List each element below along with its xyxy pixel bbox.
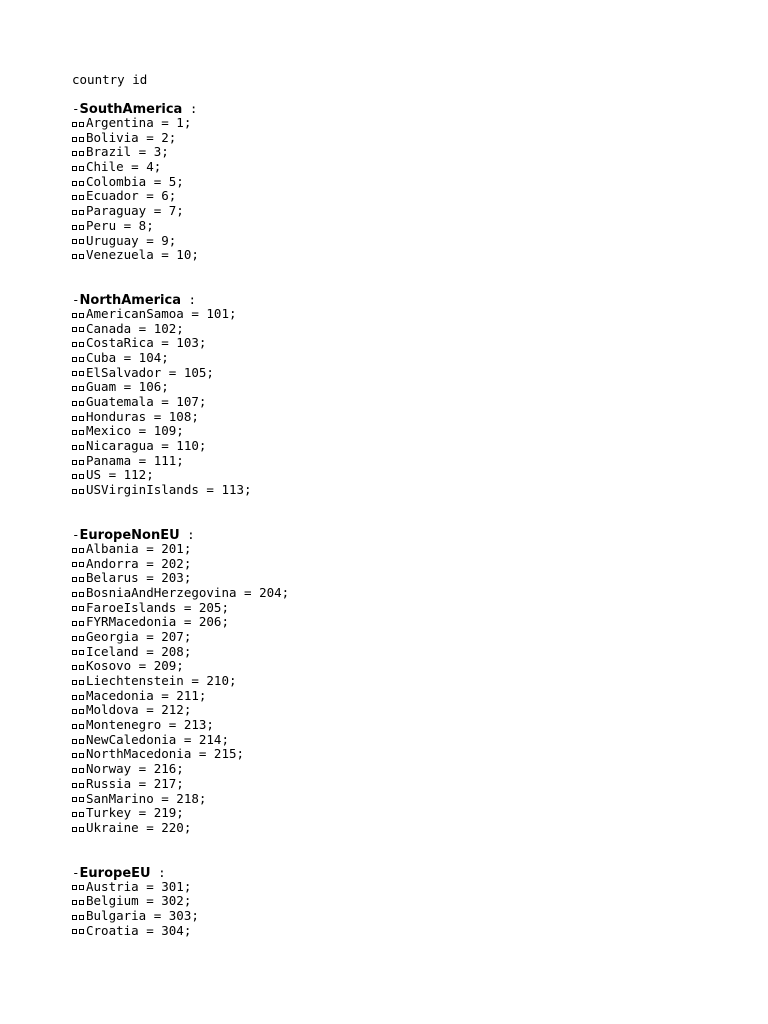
document-title: country id bbox=[72, 72, 148, 87]
entry-text: Brazil = 3; bbox=[86, 144, 169, 160]
indent-glyph-icon bbox=[72, 444, 86, 449]
missing-glyph-box-icon bbox=[79, 915, 84, 920]
list-item bbox=[72, 424, 752, 439]
indent-glyph-icon bbox=[72, 605, 86, 610]
list-item bbox=[72, 366, 752, 381]
missing-glyph-box-icon bbox=[79, 724, 84, 729]
missing-glyph-box-icon bbox=[79, 885, 84, 890]
indent-glyph-icon bbox=[72, 488, 86, 493]
missing-glyph-box-icon bbox=[72, 636, 77, 641]
indent-glyph-icon bbox=[72, 738, 86, 743]
indent-glyph-icon bbox=[72, 459, 86, 464]
missing-glyph-box-icon bbox=[79, 122, 84, 127]
missing-glyph-box-icon bbox=[79, 137, 84, 142]
missing-glyph-box-icon bbox=[72, 695, 77, 700]
missing-glyph-box-icon bbox=[72, 812, 77, 817]
sections-container bbox=[72, 101, 752, 938]
missing-glyph-box-icon bbox=[72, 327, 77, 332]
section-europenoneu bbox=[72, 527, 752, 836]
missing-glyph-box-icon bbox=[72, 239, 77, 244]
indent-glyph-icon bbox=[72, 370, 86, 375]
missing-glyph-box-icon bbox=[79, 195, 84, 200]
indent-glyph-icon bbox=[72, 312, 86, 317]
entry-text: FYRMacedonia = 206; bbox=[86, 614, 229, 630]
entry-text: Canada = 102; bbox=[86, 320, 184, 336]
missing-glyph-box-icon bbox=[72, 768, 77, 773]
missing-glyph-box-icon bbox=[79, 460, 84, 465]
entry-text: Georgia = 207; bbox=[86, 628, 192, 644]
indent-glyph-icon bbox=[72, 767, 86, 772]
entry-text: Liechtenstein = 210; bbox=[86, 673, 237, 688]
entry-text: US = 112; bbox=[86, 467, 154, 483]
missing-glyph-box-icon bbox=[72, 606, 77, 611]
missing-glyph-box-icon bbox=[72, 181, 77, 186]
list-item bbox=[72, 777, 752, 792]
indent-glyph-icon bbox=[72, 253, 86, 258]
list-item bbox=[72, 219, 752, 234]
missing-glyph-box-icon bbox=[72, 548, 77, 553]
entry-text: Belarus = 203; bbox=[86, 570, 192, 586]
list-item bbox=[72, 380, 752, 395]
missing-glyph-box-icon bbox=[79, 225, 84, 230]
section-name: NorthAmerica bbox=[79, 292, 181, 308]
entry-text: Guatemala = 107; bbox=[86, 394, 207, 409]
indent-glyph-icon bbox=[72, 752, 86, 757]
missing-glyph-box-icon bbox=[72, 210, 77, 215]
indent-glyph-icon bbox=[72, 723, 86, 728]
entry-text: Nicaragua = 110; bbox=[86, 438, 207, 454]
indent-glyph-icon bbox=[72, 694, 86, 699]
list-item bbox=[72, 601, 752, 616]
indent-glyph-icon bbox=[72, 121, 86, 126]
entry-list bbox=[72, 307, 752, 498]
missing-glyph-box-icon bbox=[72, 386, 77, 391]
entry-text: Panama = 111; bbox=[86, 452, 184, 468]
entry-text: Colombia = 5; bbox=[86, 173, 184, 189]
missing-glyph-box-icon bbox=[79, 430, 84, 435]
list-item bbox=[72, 821, 752, 836]
list-item bbox=[72, 645, 752, 660]
entry-text: Uruguay = 9; bbox=[86, 232, 177, 248]
missing-glyph-box-icon bbox=[72, 489, 77, 494]
list-item bbox=[72, 351, 752, 366]
missing-glyph-box-icon bbox=[72, 342, 77, 347]
section-dash: - bbox=[72, 291, 80, 307]
entry-text: BosniaAndHerzegovina = 204; bbox=[86, 584, 290, 600]
missing-glyph-box-icon bbox=[72, 592, 77, 597]
list-item bbox=[72, 307, 752, 322]
missing-glyph-box-icon bbox=[72, 445, 77, 450]
missing-glyph-box-icon bbox=[79, 401, 84, 406]
indent-glyph-icon bbox=[72, 194, 86, 199]
missing-glyph-box-icon bbox=[79, 254, 84, 259]
entry-text: Honduras = 108; bbox=[86, 408, 199, 424]
missing-glyph-box-icon bbox=[79, 562, 84, 567]
missing-glyph-box-icon bbox=[72, 753, 77, 758]
missing-glyph-box-icon bbox=[72, 313, 77, 318]
missing-glyph-box-icon bbox=[72, 577, 77, 582]
indent-glyph-icon bbox=[72, 180, 86, 185]
missing-glyph-box-icon bbox=[72, 137, 77, 142]
entry-text: Bulgaria = 303; bbox=[86, 907, 199, 923]
list-item bbox=[72, 924, 752, 939]
indent-glyph-icon bbox=[72, 326, 86, 331]
entry-text: USVirginIslands = 113; bbox=[86, 482, 252, 498]
list-item bbox=[72, 439, 752, 454]
entry-list bbox=[72, 542, 752, 836]
list-item bbox=[72, 483, 752, 498]
entry-text: Ukraine = 220; bbox=[86, 819, 192, 835]
missing-glyph-box-icon bbox=[79, 181, 84, 186]
missing-glyph-box-icon bbox=[79, 489, 84, 494]
indent-glyph-icon bbox=[72, 150, 86, 155]
missing-glyph-box-icon bbox=[79, 783, 84, 788]
missing-glyph-box-icon bbox=[72, 650, 77, 655]
missing-glyph-box-icon bbox=[72, 151, 77, 156]
list-item bbox=[72, 615, 752, 630]
indent-glyph-icon bbox=[72, 429, 86, 434]
list-item bbox=[72, 689, 752, 704]
entry-text: NorthMacedonia = 215; bbox=[86, 746, 245, 762]
list-item bbox=[72, 336, 752, 351]
missing-glyph-box-icon bbox=[79, 650, 84, 655]
entry-text: SanMarino = 218; bbox=[86, 790, 207, 806]
section-colon: : bbox=[150, 864, 166, 880]
section-europeeu bbox=[72, 865, 752, 939]
missing-glyph-box-icon bbox=[79, 606, 84, 611]
indent-glyph-icon bbox=[72, 209, 86, 214]
entry-text: Montenegro = 213; bbox=[86, 717, 214, 733]
missing-glyph-box-icon bbox=[79, 827, 84, 832]
missing-glyph-box-icon bbox=[79, 768, 84, 773]
entry-text: Andorra = 202; bbox=[86, 555, 192, 571]
entry-text: Venezuela = 10; bbox=[86, 247, 199, 263]
entry-text: Turkey = 219; bbox=[86, 805, 184, 821]
missing-glyph-box-icon bbox=[79, 342, 84, 347]
entry-text: Albania = 201; bbox=[86, 540, 192, 556]
missing-glyph-box-icon bbox=[72, 460, 77, 465]
entry-text: Croatia = 304; bbox=[86, 922, 192, 938]
list-item bbox=[72, 762, 752, 777]
missing-glyph-box-icon bbox=[79, 210, 84, 215]
missing-glyph-box-icon bbox=[72, 739, 77, 744]
missing-glyph-box-icon bbox=[79, 313, 84, 318]
document-page bbox=[72, 72, 752, 967]
entry-text: NewCaledonia = 214; bbox=[86, 731, 229, 747]
indent-glyph-icon bbox=[72, 928, 86, 933]
missing-glyph-box-icon bbox=[72, 166, 77, 171]
indent-glyph-icon bbox=[72, 708, 86, 713]
missing-glyph-box-icon bbox=[79, 166, 84, 171]
list-item bbox=[72, 234, 752, 249]
entry-text: Chile = 4; bbox=[86, 159, 162, 175]
missing-glyph-box-icon bbox=[79, 592, 84, 597]
entry-text: FaroeIslands = 205; bbox=[86, 599, 229, 615]
entry-text: Kosovo = 209; bbox=[86, 658, 184, 674]
list-item bbox=[72, 718, 752, 733]
list-item bbox=[72, 733, 752, 748]
list-item bbox=[72, 175, 752, 190]
missing-glyph-box-icon bbox=[72, 783, 77, 788]
missing-glyph-box-icon bbox=[79, 386, 84, 391]
missing-glyph-box-icon bbox=[72, 621, 77, 626]
indent-glyph-icon bbox=[72, 620, 86, 625]
section-colon: : bbox=[182, 101, 198, 116]
entry-text: Macedonia = 211; bbox=[86, 687, 207, 703]
indent-glyph-icon bbox=[72, 165, 86, 170]
section-dash: - bbox=[72, 101, 80, 116]
list-item bbox=[72, 322, 752, 337]
list-item bbox=[72, 116, 752, 131]
missing-glyph-box-icon bbox=[79, 416, 84, 421]
section-header bbox=[72, 527, 752, 542]
missing-glyph-box-icon bbox=[79, 739, 84, 744]
entry-text: Paraguay = 7; bbox=[86, 203, 184, 219]
entry-text: Moldova = 212; bbox=[86, 702, 192, 718]
section-colon: : bbox=[181, 291, 197, 307]
missing-glyph-box-icon bbox=[72, 724, 77, 729]
entry-text: Russia = 217; bbox=[86, 775, 184, 791]
section-southamerica bbox=[72, 101, 752, 263]
missing-glyph-box-icon bbox=[79, 371, 84, 376]
missing-glyph-box-icon bbox=[72, 665, 77, 670]
entry-text: Austria = 301; bbox=[86, 878, 192, 894]
entry-text: Argentina = 1; bbox=[86, 115, 192, 130]
missing-glyph-box-icon bbox=[79, 929, 84, 934]
missing-glyph-box-icon bbox=[79, 636, 84, 641]
missing-glyph-box-icon bbox=[72, 195, 77, 200]
missing-glyph-box-icon bbox=[72, 371, 77, 376]
section-name: SouthAmerica bbox=[79, 102, 183, 117]
entry-text: Ecuador = 6; bbox=[86, 188, 177, 204]
indent-glyph-icon bbox=[72, 238, 86, 243]
list-item bbox=[72, 792, 752, 807]
indent-glyph-icon bbox=[72, 356, 86, 361]
indent-glyph-icon bbox=[72, 782, 86, 787]
section-colon: : bbox=[179, 526, 195, 542]
missing-glyph-box-icon bbox=[72, 122, 77, 127]
missing-glyph-box-icon bbox=[72, 474, 77, 479]
missing-glyph-box-icon bbox=[79, 548, 84, 553]
entry-text: Cuba = 104; bbox=[86, 349, 169, 365]
indent-glyph-icon bbox=[72, 415, 86, 420]
missing-glyph-box-icon bbox=[72, 709, 77, 714]
indent-glyph-icon bbox=[72, 664, 86, 669]
missing-glyph-box-icon bbox=[72, 562, 77, 567]
entry-text: Norway = 216; bbox=[86, 761, 184, 777]
indent-glyph-icon bbox=[72, 341, 86, 346]
list-item bbox=[72, 659, 752, 674]
missing-glyph-box-icon bbox=[79, 797, 84, 802]
list-item bbox=[72, 248, 752, 263]
list-item bbox=[72, 806, 752, 821]
indent-glyph-icon bbox=[72, 591, 86, 596]
list-item bbox=[72, 571, 752, 586]
list-item bbox=[72, 880, 752, 895]
list-item bbox=[72, 410, 752, 425]
missing-glyph-box-icon bbox=[72, 915, 77, 920]
missing-glyph-box-icon bbox=[79, 357, 84, 362]
section-dash: - bbox=[72, 526, 80, 542]
entry-text: Bolivia = 2; bbox=[86, 129, 177, 145]
entry-text: Iceland = 208; bbox=[86, 643, 192, 659]
list-item bbox=[72, 189, 752, 204]
missing-glyph-box-icon bbox=[79, 577, 84, 582]
missing-glyph-box-icon bbox=[72, 680, 77, 685]
entry-list bbox=[72, 116, 752, 263]
section-dash: - bbox=[72, 864, 80, 880]
entry-text: Belgium = 302; bbox=[86, 893, 192, 909]
list-item bbox=[72, 747, 752, 762]
indent-glyph-icon bbox=[72, 576, 86, 581]
entry-text: ElSalvador = 105; bbox=[86, 364, 214, 380]
section-name: EuropeNonEU bbox=[79, 527, 180, 543]
missing-glyph-box-icon bbox=[72, 929, 77, 934]
section-header bbox=[72, 292, 752, 307]
list-item bbox=[72, 674, 752, 689]
indent-glyph-icon bbox=[72, 385, 86, 390]
missing-glyph-box-icon bbox=[79, 709, 84, 714]
missing-glyph-box-icon bbox=[72, 401, 77, 406]
missing-glyph-box-icon bbox=[72, 430, 77, 435]
missing-glyph-box-icon bbox=[79, 474, 84, 479]
list-item bbox=[72, 468, 752, 483]
entry-text: Peru = 8; bbox=[86, 217, 154, 233]
list-item bbox=[72, 204, 752, 219]
indent-glyph-icon bbox=[72, 679, 86, 684]
list-item bbox=[72, 894, 752, 909]
missing-glyph-box-icon bbox=[79, 812, 84, 817]
indent-glyph-icon bbox=[72, 547, 86, 552]
entry-text: Mexico = 109; bbox=[86, 423, 184, 439]
entry-text: AmericanSamoa = 101; bbox=[86, 305, 237, 321]
list-item bbox=[72, 557, 752, 572]
missing-glyph-box-icon bbox=[79, 680, 84, 685]
missing-glyph-box-icon bbox=[72, 225, 77, 230]
missing-glyph-box-icon bbox=[79, 239, 84, 244]
list-item bbox=[72, 630, 752, 645]
missing-glyph-box-icon bbox=[79, 445, 84, 450]
section-header bbox=[72, 101, 752, 116]
list-item bbox=[72, 542, 752, 557]
missing-glyph-box-icon bbox=[79, 151, 84, 156]
missing-glyph-box-icon bbox=[79, 327, 84, 332]
missing-glyph-box-icon bbox=[79, 665, 84, 670]
section-name: EuropeEU bbox=[79, 865, 151, 881]
missing-glyph-box-icon bbox=[72, 357, 77, 362]
indent-glyph-icon bbox=[72, 400, 86, 405]
missing-glyph-box-icon bbox=[72, 416, 77, 421]
indent-glyph-icon bbox=[72, 899, 86, 904]
list-item bbox=[72, 703, 752, 718]
section-northamerica bbox=[72, 292, 752, 498]
indent-glyph-icon bbox=[72, 473, 86, 478]
entry-text: CostaRica = 103; bbox=[86, 335, 207, 351]
list-item bbox=[72, 160, 752, 175]
missing-glyph-box-icon bbox=[72, 900, 77, 905]
indent-glyph-icon bbox=[72, 561, 86, 566]
section-header bbox=[72, 865, 752, 880]
missing-glyph-box-icon bbox=[72, 827, 77, 832]
missing-glyph-box-icon bbox=[79, 753, 84, 758]
indent-glyph-icon bbox=[72, 136, 86, 141]
list-item bbox=[72, 454, 752, 469]
indent-glyph-icon bbox=[72, 635, 86, 640]
indent-glyph-icon bbox=[72, 884, 86, 889]
missing-glyph-box-icon bbox=[79, 695, 84, 700]
missing-glyph-box-icon bbox=[72, 885, 77, 890]
missing-glyph-box-icon bbox=[79, 621, 84, 626]
entry-text: Guam = 106; bbox=[86, 379, 169, 395]
indent-glyph-icon bbox=[72, 826, 86, 831]
indent-glyph-icon bbox=[72, 914, 86, 919]
missing-glyph-box-icon bbox=[72, 254, 77, 259]
entry-list bbox=[72, 880, 752, 939]
list-item bbox=[72, 145, 752, 160]
list-item bbox=[72, 395, 752, 410]
indent-glyph-icon bbox=[72, 224, 86, 229]
list-item bbox=[72, 909, 752, 924]
missing-glyph-box-icon bbox=[79, 900, 84, 905]
indent-glyph-icon bbox=[72, 649, 86, 654]
missing-glyph-box-icon bbox=[72, 797, 77, 802]
indent-glyph-icon bbox=[72, 811, 86, 816]
list-item bbox=[72, 131, 752, 146]
list-item bbox=[72, 586, 752, 601]
indent-glyph-icon bbox=[72, 796, 86, 801]
